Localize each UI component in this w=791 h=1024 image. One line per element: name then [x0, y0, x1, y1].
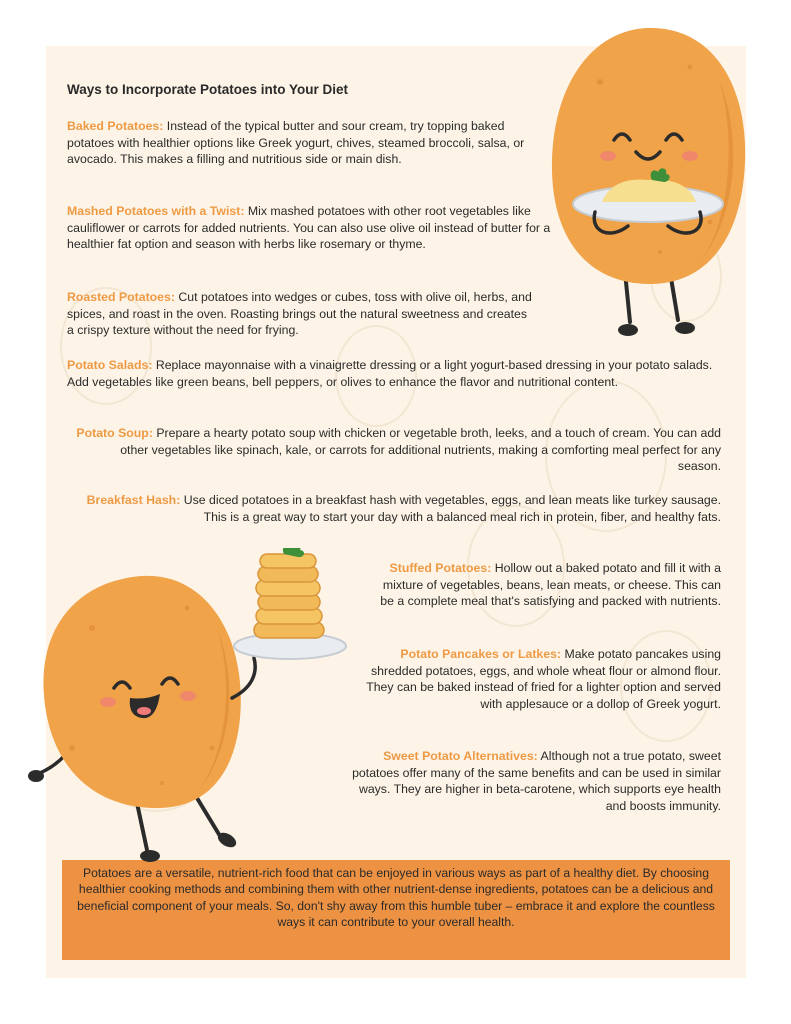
section-potato-pancakes — [352, 646, 721, 712]
summary-box: Potatoes are a versatile, nutrient-rich food that can be enjoyed in various ways as part of a healthy diet. By choosing healthier cooking methods and combining them with other nutrient-dense ingredients, potatoes can be a delicious and beneficial component of your meals. So, don't shy away from this humble tuber – embrace it and explore the countless ways it can contribute to your overall health. — [62, 860, 730, 960]
section-heading: Mashed Potatoes with a Twist: — [67, 204, 245, 218]
potato-shoe-left — [140, 850, 160, 862]
section-heading: Sweet Potato Alternatives: — [383, 749, 538, 763]
page-title: Ways to Incorporate Potatoes into Your Diet — [67, 82, 349, 97]
top-potato-mascot-illustration — [540, 22, 760, 342]
section-heading: Potato Soup: — [76, 426, 153, 440]
potato-cheek-left — [600, 151, 616, 161]
section-body: Use diced potatoes in a breakfast hash with vegetables, eggs, and lean meats like turkey sausage. This is a great way to start your day with a balanced meal rich in protein, fiber, and healthy fats. — [180, 493, 721, 524]
section-heading: Potato Pancakes or Latkes: — [400, 647, 562, 661]
section-stuffed-potatoes — [370, 560, 721, 610]
section-body: Hollow out a baked potato and fill it with a mixture of vegetables, beans, lean meats, or cheese. This can be a complete meal that's satisfying and packed with nutrients. — [380, 561, 721, 609]
section-body: Prepare a hearty potato soup with chicken or vegetable broth, leeks, and a touch of cream. You can add other vegetables like spinach, kale, or carrots for additional nutrients, making a comforting meal perfect for any season. — [120, 426, 721, 474]
potato-shoe-left — [618, 324, 638, 336]
potato-hand-left — [28, 770, 44, 782]
potato-body — [552, 28, 745, 284]
potato-tongue — [137, 707, 151, 715]
potato-cheek-left — [100, 697, 116, 707]
potato-shoe-right — [675, 322, 695, 334]
section-body: Cut potatoes into wedges or cubes, toss with olive oil, herbs, and spices, and roast in the oven. Roasting brings out the natural sweetness and creates a crispy texture without the need for frying. — [67, 290, 532, 338]
bottom-potato-mascot-illustration — [22, 548, 362, 868]
section-baked-potatoes — [67, 118, 547, 168]
section-body: Replace mayonnaise with a vinaigrette dressing or a light yogurt-based dressing in your potato salads. Add vegetables like green beans, bell peppers, or olives to enhance the flavor and nutritional content. — [67, 358, 713, 389]
section-body: Instead of the typical butter and sour cream, try topping baked potatoes with healthier options like Greek yogurt, chives, steamed broccoli, salsa, or avocado. This makes a filling and nutritious side or main dish. — [67, 119, 525, 167]
section-potato-salads — [67, 357, 717, 390]
potato-cheek-right — [180, 691, 196, 701]
section-heading: Potato Salads: — [67, 358, 153, 372]
section-heading: Baked Potatoes: — [67, 119, 164, 133]
section-sweet-potato — [345, 748, 721, 814]
potato-cheek-right — [682, 151, 698, 161]
section-roasted-potatoes — [67, 289, 537, 339]
section-body: Mix mashed potatoes with other root vegetables like cauliflower or carrots for added nutrients. You can also use olive oil instead of butter for a healthier fat option and season with herbs like rosemary or thyme. — [67, 204, 551, 252]
section-mashed-potatoes — [67, 203, 557, 253]
section-breakfast-hash — [76, 492, 721, 525]
potato-body — [43, 576, 240, 808]
section-body: Make potato pancakes using shredded potatoes, eggs, and whole wheat flour or almond flour. They can be baked instead of fried for a lighter option and served with applesauce or a dollop of Greek yogurt. — [366, 647, 721, 711]
pancake-stack-icon — [254, 554, 324, 638]
section-potato-soup — [76, 425, 721, 475]
section-body: Although not a true potato, sweet potatoes offer many of the same benefits and can be used in similar ways. They are higher in beta-carotene, which supports eye health and boosts immunity. — [352, 749, 721, 813]
section-heading: Roasted Potatoes: — [67, 290, 175, 304]
section-heading: Stuffed Potatoes: — [389, 561, 492, 575]
section-heading: Breakfast Hash: — [86, 493, 181, 507]
